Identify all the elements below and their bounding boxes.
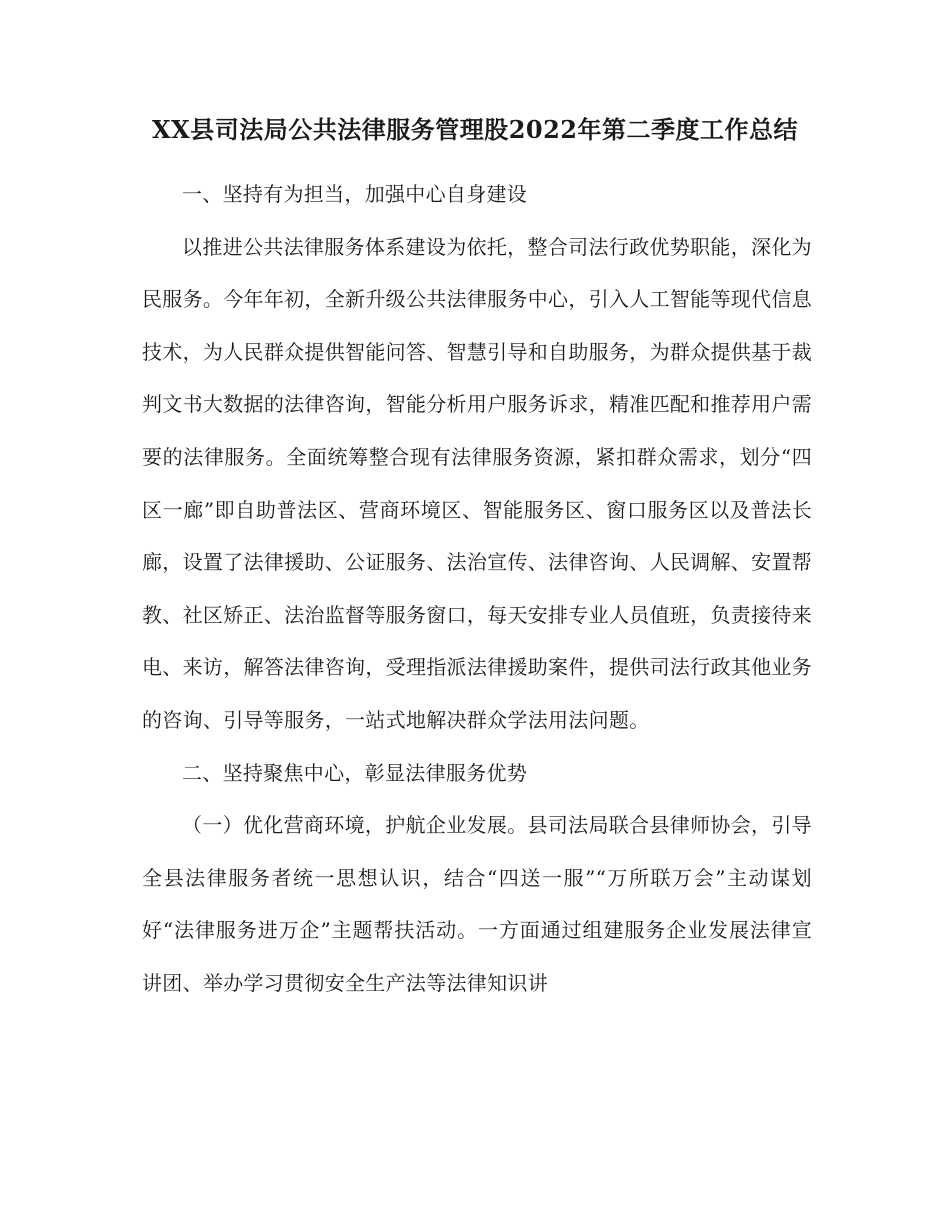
document-body: [142, 168, 812, 1010]
paragraph-1: 以推进公共法律服务体系建设为依托，整合司法行政优势职能，深化为民服务。今年年初，全新升级公共法律服务中心，引入人工智能等现代信息技术，为人民群众提供智能问答、智慧引导和自助服务，为群众提供基于裁判文书大数据的法律咨询，智能分析用户服务诉求，精准匹配和推荐用户需要的法律服务。全面统筹整合现有法律服务资源，紧扣群众需求，划分“四区一廊”即自助普法区、营商环境区、智能服务区、窗口服务区以及普法长廊，设置了法律援助、公证服务、法治宣传、法律咨询、人民调解、安置帮教、社区矫正、法治监督等服务窗口，每天安排专业人员值班，负责接待来电、来访，解答法律咨询，受理指派法律援助案件，提供司法行政其他业务的咨询、引导等服务，一站式地解决群众学法用法问题。: [142, 234, 812, 732]
paragraph-2: （一）优化营商环境，护航企业发展。县司法局联合县律师协会，引导全县法律服务者统一思想认识，结合“四送一服”“万所联万会”主动谋划好“法律服务进万企”主题帮扶活动。一方面通过组建服务企业发展法律宣讲团、举办学习贯彻安全生产法等法律知识讲: [142, 813, 812, 995]
document-title: XX县司法局公共法律服务管理股2022年第二季度工作总结: [151, 115, 799, 144]
section-heading-1: 一、坚持有为担当，加强中心自身建设: [182, 182, 528, 206]
section-heading-2: 二、坚持聚焦中心，彰显法律服务优势: [182, 760, 528, 785]
